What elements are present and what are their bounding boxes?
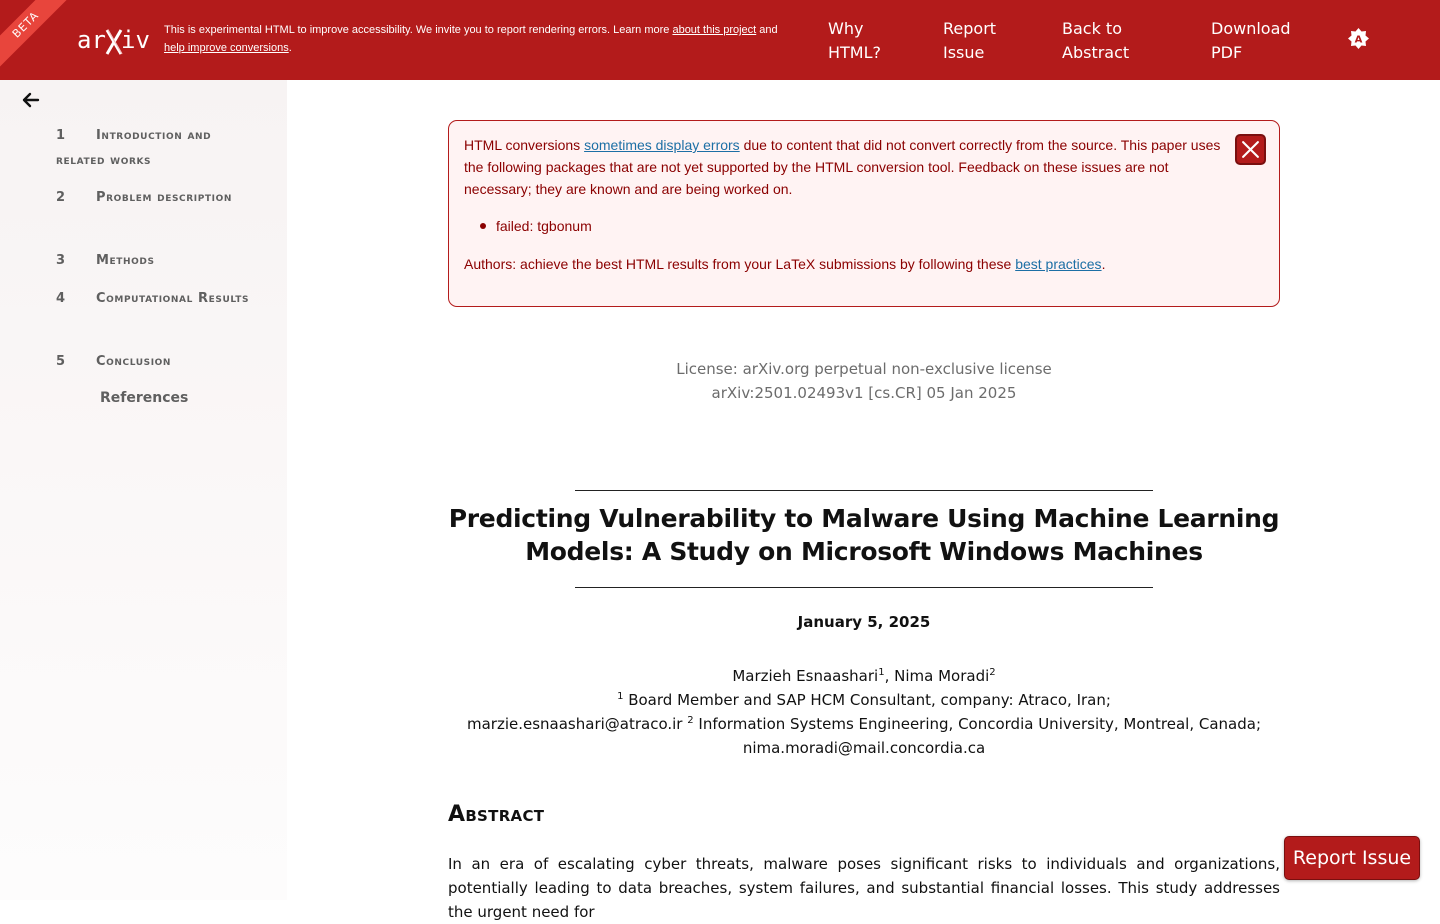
error-text-before: HTML conversions	[464, 137, 581, 153]
toc-item-introduction[interactable]	[56, 123, 256, 173]
best-practices-message	[464, 253, 1264, 275]
affiliation-1	[448, 688, 1280, 712]
author-2: Nima Moradi	[894, 667, 990, 685]
svg-text:ar: ar	[77, 26, 106, 54]
paper-title: Predicting Vulnerability to Malware Using Machine Learning Models: A Study on Microsoft Windows Machines	[448, 504, 1280, 566]
why-html-link[interactable]: Why HTML?	[828, 19, 882, 62]
toc-label: Problem description	[96, 190, 232, 205]
svg-text:iv: iv	[121, 26, 150, 54]
license-text: License: arXiv.org perpetual non-exclusive license	[676, 360, 1052, 378]
toc-number: 4	[56, 291, 66, 306]
notice-text: This is experimental HTML to improve accessibility. We invite you to report rendering errors. Learn more	[164, 24, 670, 36]
toc-label: Introduction and related works	[56, 128, 212, 168]
title-rule-top	[575, 490, 1153, 491]
author-separator: ,	[884, 667, 895, 685]
bullet-icon	[480, 223, 486, 229]
toc-number: 5	[56, 354, 66, 369]
author-names	[448, 664, 1280, 688]
top-banner	[0, 0, 1440, 80]
affiliation-2	[448, 712, 1280, 736]
license-info	[448, 357, 1280, 405]
paper-date: January 5, 2025	[797, 613, 931, 631]
report-issue-link[interactable]: Report Issue	[943, 19, 997, 62]
notice-end: .	[288, 41, 292, 54]
toc-item-methods[interactable]	[56, 248, 256, 273]
toc-item-conclusion[interactable]	[56, 349, 256, 374]
toc-item-problem-description[interactable]	[56, 185, 256, 210]
author-2-sup: 2	[989, 667, 996, 678]
toc-sidebar	[0, 80, 287, 900]
download-pdf-link[interactable]: Download PDF	[1211, 19, 1291, 62]
close-icon[interactable]	[1235, 134, 1266, 165]
notice-and: and	[759, 24, 778, 36]
toc-label: Computational Results	[96, 291, 250, 306]
failed-package: failed: tgbonum	[496, 218, 592, 234]
display-errors-link[interactable]: sometimes display errors	[584, 137, 740, 153]
arrow-left-icon[interactable]	[21, 90, 41, 110]
best-practices-link[interactable]: best practices	[1015, 256, 1102, 272]
email-2: nima.moradi@mail.concordia.ca	[742, 739, 986, 757]
toc-number: 1	[56, 128, 66, 143]
toc-label: Methods	[96, 253, 155, 268]
failed-packages-list	[464, 215, 592, 237]
abstract-heading: Abstract	[448, 802, 545, 827]
floating-report-issue-button[interactable]: Report Issue	[1284, 836, 1420, 880]
html-notice	[164, 22, 809, 57]
beta-ribbon: BETA	[0, 0, 76, 75]
affil-2-sup: 2	[687, 715, 694, 726]
abstract-text: In an era of escalating cyber threats, malware poses significant risks to individuals and organizations, potentially leading to data breaches, system failures, and substantial financial losses. This study addresses the urgent need for	[448, 855, 1280, 921]
author-1-sup: 1	[878, 667, 885, 678]
title-rule-bottom	[575, 587, 1153, 588]
affil-2-text: Information Systems Engineering, Concordia University, Montreal, Canada;	[698, 715, 1262, 733]
toc-number: 3	[56, 253, 66, 268]
toc-item-references[interactable]: References	[100, 390, 189, 406]
toc-item-computational-results[interactable]	[56, 286, 256, 311]
error-message	[464, 134, 1224, 200]
help-improve-link[interactable]: help improve conversions	[164, 41, 289, 54]
svg-text:A: A	[1354, 34, 1363, 46]
arxiv-id: arXiv:2501.02493v1 [cs.CR] 05 Jan 2025	[711, 384, 1017, 402]
affil-1-text: Board Member and SAP HCM Consultant, company: Atraco, Iran;	[628, 691, 1111, 709]
affil-1-sup: 1	[617, 691, 624, 702]
authors-block	[448, 664, 1280, 760]
best-text: Authors: achieve the best HTML results from your LaTeX submissions by following these	[464, 256, 1012, 272]
email-1: marzie.esnaashari@atraco.ir	[466, 715, 683, 733]
author-1: Marzieh Esnaashari	[732, 667, 879, 685]
toc-number: 2	[56, 190, 66, 205]
toc-label: Conclusion	[96, 354, 172, 369]
about-project-link[interactable]: about this project	[672, 24, 757, 36]
error-text-after: due to content that did not convert correctly from the source. This paper uses the following packages that are not yet supported by the HTML conversion tool. Feedback on these issues are not necessary; they are known and are being worked on.	[464, 137, 1221, 197]
theme-toggle-icon[interactable]	[1348, 28, 1369, 49]
best-end: .	[1101, 256, 1106, 272]
arxiv-logo[interactable]	[77, 24, 153, 58]
conversion-error-box	[448, 120, 1280, 307]
back-to-abstract-link[interactable]: Back to Abstract	[1062, 19, 1130, 62]
